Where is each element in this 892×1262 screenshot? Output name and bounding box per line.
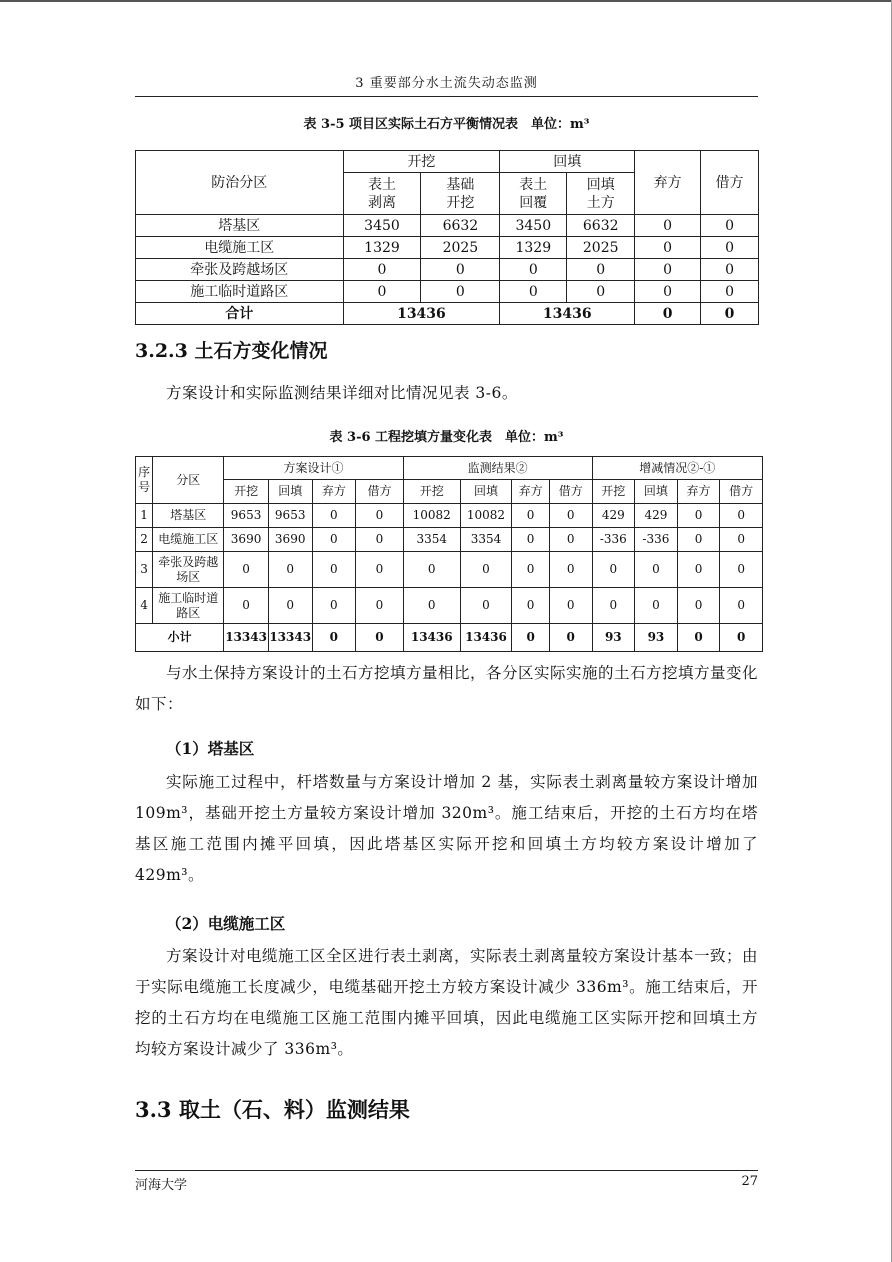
table-row xyxy=(136,588,763,624)
row-number-cell: 2 xyxy=(136,528,153,552)
value-cell: 0 xyxy=(500,281,567,303)
value-cell: 0 xyxy=(720,504,763,528)
page-number: 27 xyxy=(741,1174,758,1189)
total-label: 合计 xyxy=(136,303,344,325)
value-cell: 0 xyxy=(635,259,701,281)
value-cell: 0 xyxy=(356,528,404,552)
value-cell: 0 xyxy=(720,528,763,552)
intro-paragraph: 方案设计和实际监测结果详细对比情况见表 3-6。 xyxy=(166,384,518,402)
table-row xyxy=(136,237,759,259)
subtotal-cell: 13436 xyxy=(403,624,460,652)
value-cell: 0 xyxy=(677,588,720,624)
subheader-cell: 回填 xyxy=(635,480,678,504)
value-cell: 6632 xyxy=(421,215,500,237)
header-zone: 防治分区 xyxy=(136,151,344,215)
value-cell: 0 xyxy=(403,552,460,588)
value-cell: 0 xyxy=(460,552,512,588)
footer-rule xyxy=(135,1170,758,1171)
value-cell: 9653 xyxy=(224,504,269,528)
value-cell: 0 xyxy=(701,281,759,303)
subtotal-cell: 0 xyxy=(720,624,763,652)
subtotal-cell: 13343 xyxy=(224,624,269,652)
subheading-tower-area: （1）塔基区 xyxy=(166,739,255,758)
subheader-cell: 弃方 xyxy=(312,480,356,504)
subtotal-cell: 0 xyxy=(549,624,592,652)
table-3-6-caption: 表 3-6 工程挖填方量变化表 单位：m³ xyxy=(329,430,564,445)
table-row xyxy=(136,528,763,552)
value-cell: 0 xyxy=(592,588,635,624)
value-cell: 0 xyxy=(635,588,678,624)
header-monitoring-result: 监测结果② xyxy=(403,457,592,480)
subheader-cell: 开挖 xyxy=(592,480,635,504)
header-backfill: 回填 土方 xyxy=(567,173,635,215)
comparison-paragraph: 与水土保持方案设计的土石方挖填方量相比，各分区实际实施的土石方挖填方量变化如下： xyxy=(135,664,759,713)
value-cell: 0 xyxy=(421,281,500,303)
cable-area-paragraph: 方案设计对电缆施工区全区进行表土剥离，实际表土剥离量较方案设计基本一致；由于实际电缆施工长度减少，电缆基础开挖土方较方案设计减少 336m³。施工结束后，开挖的土石方均在电缆施工区施工范围内摊平回填，因此电缆施工区实际开挖和回填土方均较方案设计减少了 336m³。 xyxy=(135,947,759,1058)
value-cell: 0 xyxy=(356,588,404,624)
value-cell: 0 xyxy=(549,552,592,588)
row-number-cell: 3 xyxy=(136,552,153,588)
value-cell: 0 xyxy=(635,281,701,303)
value-cell: 1329 xyxy=(343,237,421,259)
value-cell: 0 xyxy=(512,528,550,552)
zone-cell: 施工临时道路区 xyxy=(136,281,344,303)
value-cell: 0 xyxy=(720,552,763,588)
value-cell: 3690 xyxy=(224,528,269,552)
value-cell: 10082 xyxy=(403,504,460,528)
section-3-3-heading: 3.3 取土（石、料）监测结果 xyxy=(135,1097,410,1122)
zone-cell: 牵张及跨越 场区 xyxy=(153,552,224,588)
header-zone: 分区 xyxy=(153,457,224,504)
value-cell: 0 xyxy=(224,552,269,588)
subheader-cell: 开挖 xyxy=(403,480,460,504)
value-cell: 0 xyxy=(312,588,356,624)
value-cell: 0 xyxy=(356,552,404,588)
table-row xyxy=(136,259,759,281)
table-3-5-caption: 表 3-5 项目区实际土石方平衡情况表 单位：m³ xyxy=(303,117,590,132)
header-no: 序 号 xyxy=(136,457,153,504)
value-cell: 0 xyxy=(224,588,269,624)
table-row xyxy=(136,215,759,237)
top-border-rule xyxy=(0,0,892,2)
subheader-cell: 借方 xyxy=(356,480,404,504)
subtotal-label: 小计 xyxy=(136,624,224,652)
value-cell: 0 xyxy=(500,259,567,281)
value-cell: 0 xyxy=(677,528,720,552)
header-topsoil-cover: 表土 回覆 xyxy=(500,173,567,215)
value-cell: 9653 xyxy=(268,504,312,528)
value-cell: 3354 xyxy=(403,528,460,552)
total-waste: 0 xyxy=(635,303,701,325)
footer-institution: 河海大学 xyxy=(135,1178,188,1193)
table-row xyxy=(136,281,759,303)
value-cell: 0 xyxy=(720,588,763,624)
running-header: 3 重要部分水土流失动态监测 xyxy=(135,72,758,97)
subheader-cell: 开挖 xyxy=(224,480,269,504)
table-row xyxy=(136,504,763,528)
value-cell: 0 xyxy=(512,504,550,528)
total-fill: 13436 xyxy=(500,303,635,325)
value-cell: 0 xyxy=(635,237,701,259)
subtotal-cell: 93 xyxy=(635,624,678,652)
header-plan-design: 方案设计① xyxy=(224,457,404,480)
header-waste: 弃方 xyxy=(635,151,701,215)
subheader-cell: 弃方 xyxy=(512,480,550,504)
value-cell: 0 xyxy=(268,552,312,588)
value-cell: 0 xyxy=(549,504,592,528)
header-borrow: 借方 xyxy=(701,151,759,215)
subheader-cell: 弃方 xyxy=(677,480,720,504)
value-cell: 0 xyxy=(635,552,678,588)
value-cell: 1329 xyxy=(500,237,567,259)
header-topsoil-strip: 表土 剥离 xyxy=(343,173,421,215)
table-row xyxy=(136,552,763,588)
subtotal-cell: 0 xyxy=(677,624,720,652)
value-cell: 0 xyxy=(567,259,635,281)
value-cell: 0 xyxy=(549,528,592,552)
zone-cell: 塔基区 xyxy=(153,504,224,528)
row-number-cell: 1 xyxy=(136,504,153,528)
value-cell: 429 xyxy=(592,504,635,528)
value-cell: 0 xyxy=(403,588,460,624)
section-3-2-3-heading: 3.2.3 土石方变化情况 xyxy=(135,340,328,362)
header-excavate: 开挖 xyxy=(343,151,500,173)
header-fill: 回填 xyxy=(500,151,635,173)
table-3-5 xyxy=(135,150,759,325)
value-cell: 0 xyxy=(343,281,421,303)
header-change: 增减情况②-① xyxy=(592,457,763,480)
value-cell: 3450 xyxy=(343,215,421,237)
value-cell: 6632 xyxy=(567,215,635,237)
value-cell: 0 xyxy=(268,588,312,624)
value-cell: 0 xyxy=(677,552,720,588)
value-cell: 3690 xyxy=(268,528,312,552)
subtotal-cell: 13436 xyxy=(460,624,512,652)
value-cell: 0 xyxy=(701,215,759,237)
subtotal-cell: 0 xyxy=(356,624,404,652)
value-cell: 2025 xyxy=(567,237,635,259)
subheader-cell: 借方 xyxy=(720,480,763,504)
subheader-cell: 回填 xyxy=(268,480,312,504)
value-cell: 0 xyxy=(356,504,404,528)
zone-cell: 电缆施工区 xyxy=(153,528,224,552)
value-cell: 0 xyxy=(592,552,635,588)
value-cell: 0 xyxy=(460,588,512,624)
zone-cell: 施工临时道 路区 xyxy=(153,588,224,624)
value-cell: 0 xyxy=(312,552,356,588)
subheader-cell: 借方 xyxy=(549,480,592,504)
subheader-cell: 回填 xyxy=(460,480,512,504)
subtotal-cell: 13343 xyxy=(268,624,312,652)
value-cell: 0 xyxy=(512,552,550,588)
value-cell: 0 xyxy=(343,259,421,281)
value-cell: 10082 xyxy=(460,504,512,528)
value-cell: 0 xyxy=(549,588,592,624)
subtotal-cell: 0 xyxy=(312,624,356,652)
value-cell: 0 xyxy=(421,259,500,281)
value-cell: 0 xyxy=(677,504,720,528)
total-excavate: 13436 xyxy=(343,303,500,325)
value-cell: 0 xyxy=(512,588,550,624)
zone-cell: 电缆施工区 xyxy=(136,237,344,259)
row-number-cell: 4 xyxy=(136,588,153,624)
header-foundation-excavation: 基础 开挖 xyxy=(421,173,500,215)
value-cell: -336 xyxy=(592,528,635,552)
value-cell: 0 xyxy=(312,528,356,552)
value-cell: 0 xyxy=(635,215,701,237)
zone-cell: 塔基区 xyxy=(136,215,344,237)
total-borrow: 0 xyxy=(701,303,759,325)
subheading-cable-area: （2）电缆施工区 xyxy=(166,914,286,933)
subtotal-cell: 93 xyxy=(592,624,635,652)
value-cell: 429 xyxy=(635,504,678,528)
value-cell: 0 xyxy=(312,504,356,528)
value-cell: 2025 xyxy=(421,237,500,259)
value-cell: 3450 xyxy=(500,215,567,237)
value-cell: 0 xyxy=(701,237,759,259)
zone-cell: 牵张及跨越场区 xyxy=(136,259,344,281)
value-cell: -336 xyxy=(635,528,678,552)
tower-area-paragraph: 实际施工过程中，杆塔数量与方案设计增加 2 基，实际表土剥离量较方案设计增加 109m³，基础开挖土方量较方案设计增加 320m³。施工结束后，开挖的土石方均在塔基区施工范围内摊平回填，因此塔基区实际开挖和回填土方均较方案设计增加了 429m³。 xyxy=(135,773,758,884)
table-3-6 xyxy=(135,456,763,652)
value-cell: 0 xyxy=(567,281,635,303)
value-cell: 3354 xyxy=(460,528,512,552)
subtotal-cell: 0 xyxy=(512,624,550,652)
value-cell: 0 xyxy=(701,259,759,281)
